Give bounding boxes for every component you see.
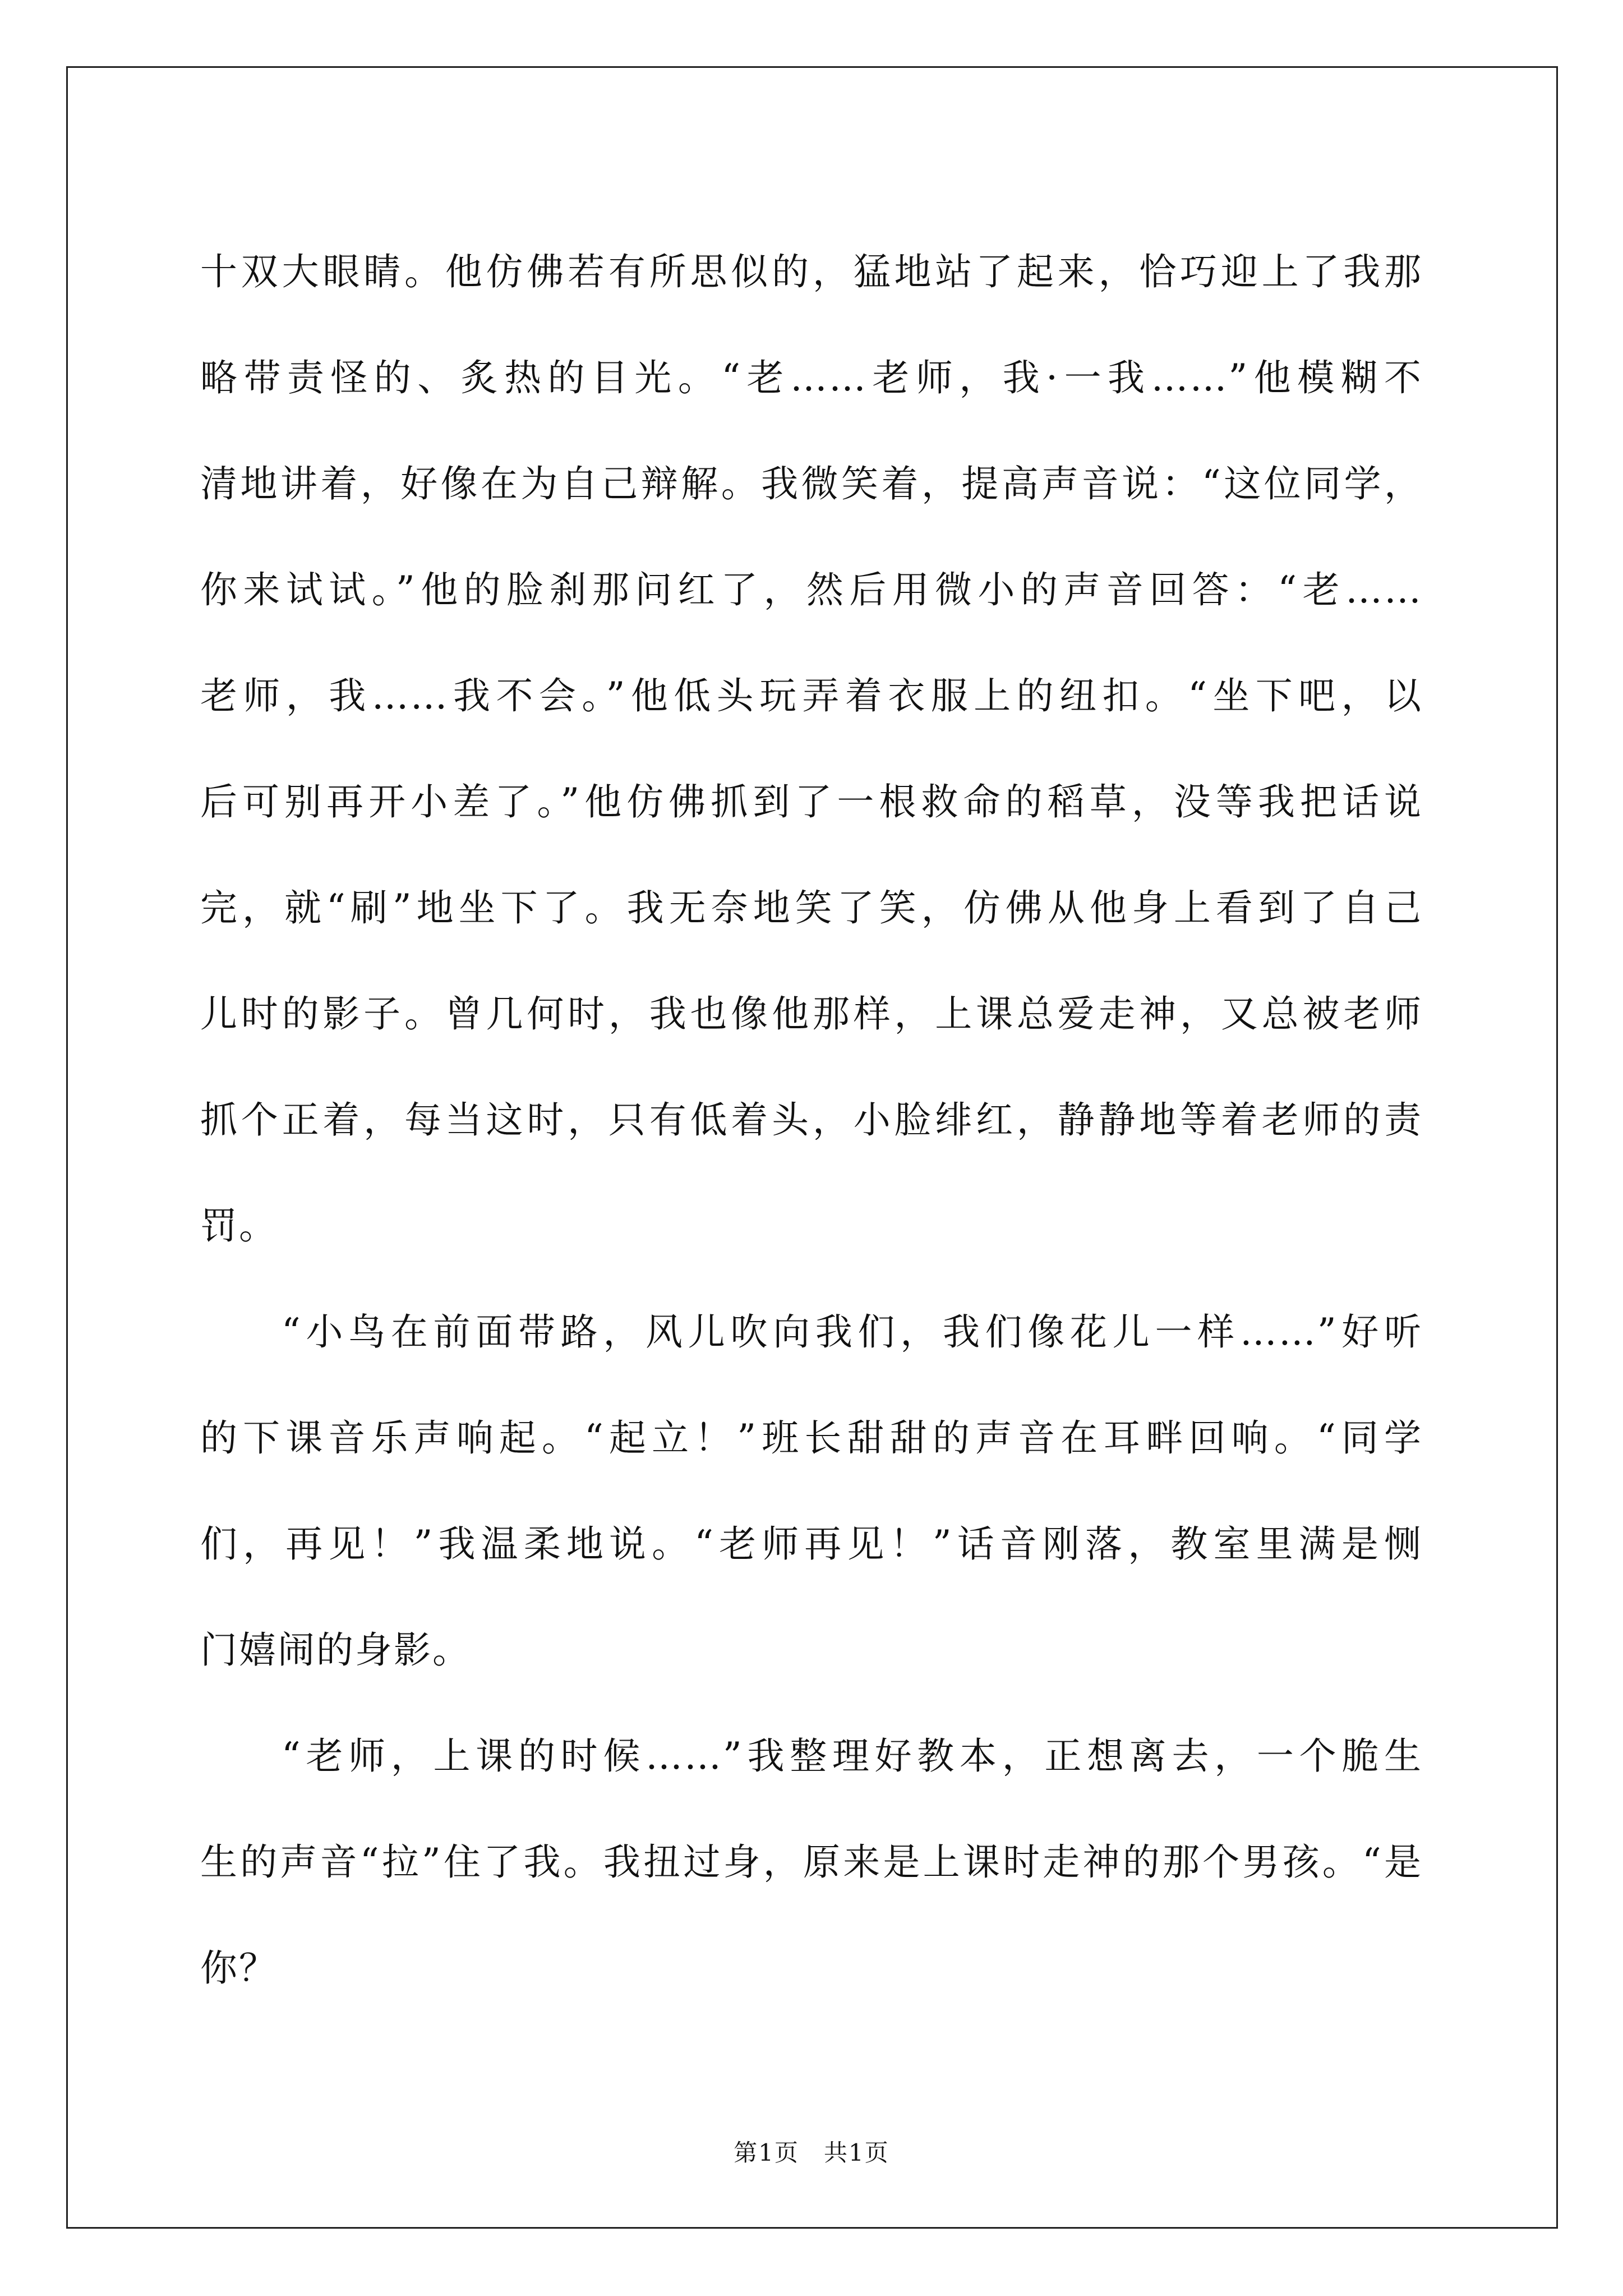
- text-line: 的下课音乐声响起。“起立！”班长甜甜的声音在耳畔回响。“同学: [200, 1416, 1423, 1460]
- page-number-footer: 第1页 共1页: [734, 2139, 889, 2166]
- text-line: “老师，上课的时候……”我整理好教本，正想离去，一个脆生: [282, 1734, 1423, 1778]
- paragraph-1: [200, 219, 1423, 1279]
- text-line: “小鸟在前面带路，风儿吹向我们，我们像花儿一样……”好听: [282, 1310, 1423, 1354]
- text-line: 十双大眼睛。他仿佛若有所思似的，猛地站了起来，恰巧迎上了我那: [200, 250, 1423, 293]
- text-line: 你？: [200, 1947, 278, 1990]
- text-line: 你来试试。”他的脸刹那问红了，然后用微小的声音回答：“老……: [200, 568, 1423, 611]
- text-line: 生的声音“拉”住了我。我扭过身，原来是上课时走神的那个男孩。“是: [200, 1841, 1423, 1884]
- text-line: 抓个正着，每当这时，只有低着头，小脸绯红，静静地等着老师的责: [200, 1098, 1423, 1142]
- text-line: 后可别再开小差了。”他仿佛抓到了一根救命的稻草，没等我把话说: [200, 780, 1423, 823]
- text-line: 门嬉闹的身影。: [200, 1628, 471, 1672]
- paragraph-3: [200, 1703, 1423, 2021]
- text-line: 清地讲着，好像在为自己辩解。我微笑着，提高声音说：“这位同学，: [200, 462, 1423, 505]
- text-line: 略带责怪的、炙热的目光。“老……老师，我·一我……”他模糊不: [200, 356, 1423, 399]
- document-body: [200, 219, 1423, 2021]
- text-line: 老师，我……我不会。”他低头玩弄着衣服上的纽扣。“坐下吧，以: [200, 674, 1423, 717]
- text-line: 完，就“刷”地坐下了。我无奈地笑了笑，仿佛从他身上看到了自己: [200, 886, 1423, 930]
- text-line: 儿时的影子。曾几何时，我也像他那样，上课总爱走神，又总被老师: [200, 992, 1423, 1036]
- text-line: 罚。: [200, 1204, 278, 1248]
- text-line: 们，再见！”我温柔地说。“老师再见！”话音刚落，教室里满是恻: [200, 1522, 1423, 1566]
- paragraph-2: [200, 1279, 1423, 1703]
